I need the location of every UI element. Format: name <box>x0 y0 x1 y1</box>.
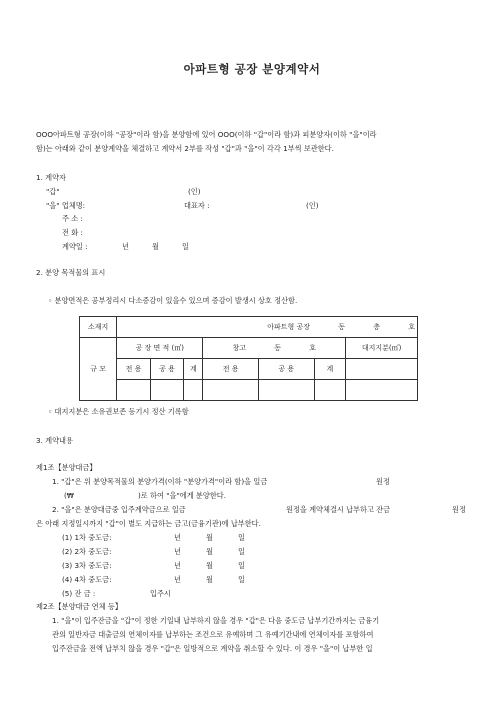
building-type: 아파트형 공장 <box>267 323 310 331</box>
article-1-para-1-won: 원정 <box>376 477 390 486</box>
article-1-para-1-end: )로 하여 "을"에게 분양한다. <box>138 491 226 500</box>
factory-total-value <box>184 380 203 401</box>
installment-1-year: 년 <box>174 533 181 542</box>
contract-date-label: 계약일 : <box>62 242 88 251</box>
page-title: 아파트형 공장 분양계약서 <box>183 62 321 76</box>
article-2-line-2: 관의 일반자금 대출금의 연체이자를 납부하는 조건으로 유예하며 그 유예기간내에 연체이자를 포함하여 <box>52 630 374 639</box>
area-note: ◦ 분양면적은 공부정리시 다소증감이 있을수 있으며 증감이 발생시 상호 정산함. <box>48 296 298 305</box>
article-1-para-2-won: 원정 <box>452 505 466 514</box>
storage-exclusive-header: 전 용 <box>203 359 259 380</box>
article-1-heading: 제1조【분양대금】 <box>36 463 97 472</box>
factory-exclusive-value <box>117 380 151 401</box>
installment-2-year: 년 <box>174 547 181 556</box>
section-2-heading: 2. 분양 목적물의 표시 <box>36 268 106 277</box>
balance-value: 입주시 <box>150 589 171 598</box>
phone-label: 전 화 : <box>62 228 83 237</box>
factory-area-header: 공 장 면 적 (㎡) <box>117 338 203 359</box>
contract-date-day: 일 <box>182 242 189 251</box>
factory-common-header: 공 용 <box>150 359 184 380</box>
floor-label: 층 <box>373 323 380 331</box>
storage-total-header: 계 <box>314 359 346 380</box>
storage-ho-label: 호 <box>309 344 317 352</box>
article-1-para-2-cont: 은 아래 지정일시까지 "갑"이 별도 지급하는 금고(금융기관)에 납부한다. <box>36 519 261 528</box>
party-gap-label: "갑" <box>46 187 60 196</box>
article-2-line-3: 입주잔금을 전액 납부치 않을 경우 "갑"은 일방적으로 계약을 취소할 수 있다. 이 경우 "을"이 납부한 입 <box>52 644 373 653</box>
intro-line-1: OOO아파트형 공장(이하 "공장"이라 함)을 분양함에 있어 OOO(이하 "갑"이라 함)과 피분양자(이하 "을"이라 <box>36 130 377 139</box>
contract-date-year: 년 <box>122 242 129 251</box>
installment-4-year: 년 <box>174 575 181 584</box>
article-2-line-1: 1. "을"이 입주잔금을 "갑"이 정한 기일내 납부하지 않을 경우 "갑"은 다음 중도금 납부기간까지는 금융기 <box>52 616 380 625</box>
installment-2-day: 일 <box>238 547 245 556</box>
installment-3-month: 월 <box>206 561 213 570</box>
storage-dong-label: 동 <box>274 344 282 352</box>
location-value <box>117 317 418 338</box>
storage-common-header: 공 용 <box>258 359 314 380</box>
storage-header <box>203 338 346 359</box>
party-gap-seal: (인) <box>188 187 201 196</box>
installment-2-label: (2) 2차 중도금: <box>62 547 112 556</box>
installment-1-label: (1) 1차 중도금: <box>62 533 112 542</box>
storage-label: 창고 <box>232 344 247 352</box>
storage-common-value <box>258 380 314 401</box>
land-share-extra <box>346 380 418 401</box>
intro-line-2: 함)는 아래와 같이 분양계약을 체결하고 계약서 2부를 작성 "갑"과 "을"이 각각 1부씩 보관한다. <box>36 144 334 153</box>
article-1-para-2-mid: 원정을 계약체결시 납부하고 잔금 <box>286 505 391 514</box>
installment-4-month: 월 <box>206 575 213 584</box>
installment-4-label: (4) 4차 중도금: <box>62 575 112 584</box>
representative-seal: (인) <box>306 201 319 210</box>
article-1-para-1: 1. "갑"은 위 분양목적물의 분양가격(이하 "분양가격"이라 함)을 일금 <box>52 477 268 486</box>
storage-total-value <box>314 380 346 401</box>
address-label: 주 소 : <box>62 214 83 223</box>
installment-3-year: 년 <box>174 561 181 570</box>
dong-label: 동 <box>338 323 345 331</box>
installment-3-day: 일 <box>238 561 245 570</box>
installment-3-label: (3) 3차 중도금: <box>62 561 112 570</box>
land-share-note: ◦ 대지지분은 소유권보존 등기시 정산 기록함 <box>48 407 189 416</box>
contract-date-month: 월 <box>152 242 159 251</box>
storage-exclusive-value <box>203 380 259 401</box>
article-2-heading: 제2조【분양대금 연체 등】 <box>36 602 123 611</box>
property-table <box>79 316 418 401</box>
scale-header: 규 모 <box>80 338 117 401</box>
section-1-heading: 1. 계약자 <box>36 173 66 182</box>
ho-label: 호 <box>408 323 415 331</box>
installment-1-day: 일 <box>238 533 245 542</box>
installment-1-month: 월 <box>206 533 213 542</box>
factory-exclusive-header: 전 용 <box>117 359 151 380</box>
balance-label: (5) 잔 금 : <box>62 589 96 598</box>
factory-total-header: 계 <box>184 359 203 380</box>
representative-label: 대표자 : <box>184 201 210 210</box>
party-eul-label: "을" 업체명: <box>46 201 86 210</box>
land-share-value <box>346 359 418 380</box>
section-3-heading: 3. 계약내용 <box>36 436 73 445</box>
installment-2-month: 월 <box>206 547 213 556</box>
installment-4-day: 일 <box>238 575 245 584</box>
location-header: 소재지 <box>80 317 117 338</box>
factory-common-value <box>150 380 184 401</box>
article-1-para-2: 2. "을"은 분양대금중 입주계약금으로 일금 <box>52 505 186 514</box>
land-share-header: 대지지분(㎡) <box>346 338 418 359</box>
article-1-para-1-numeral-open: (₩ <box>64 491 74 500</box>
